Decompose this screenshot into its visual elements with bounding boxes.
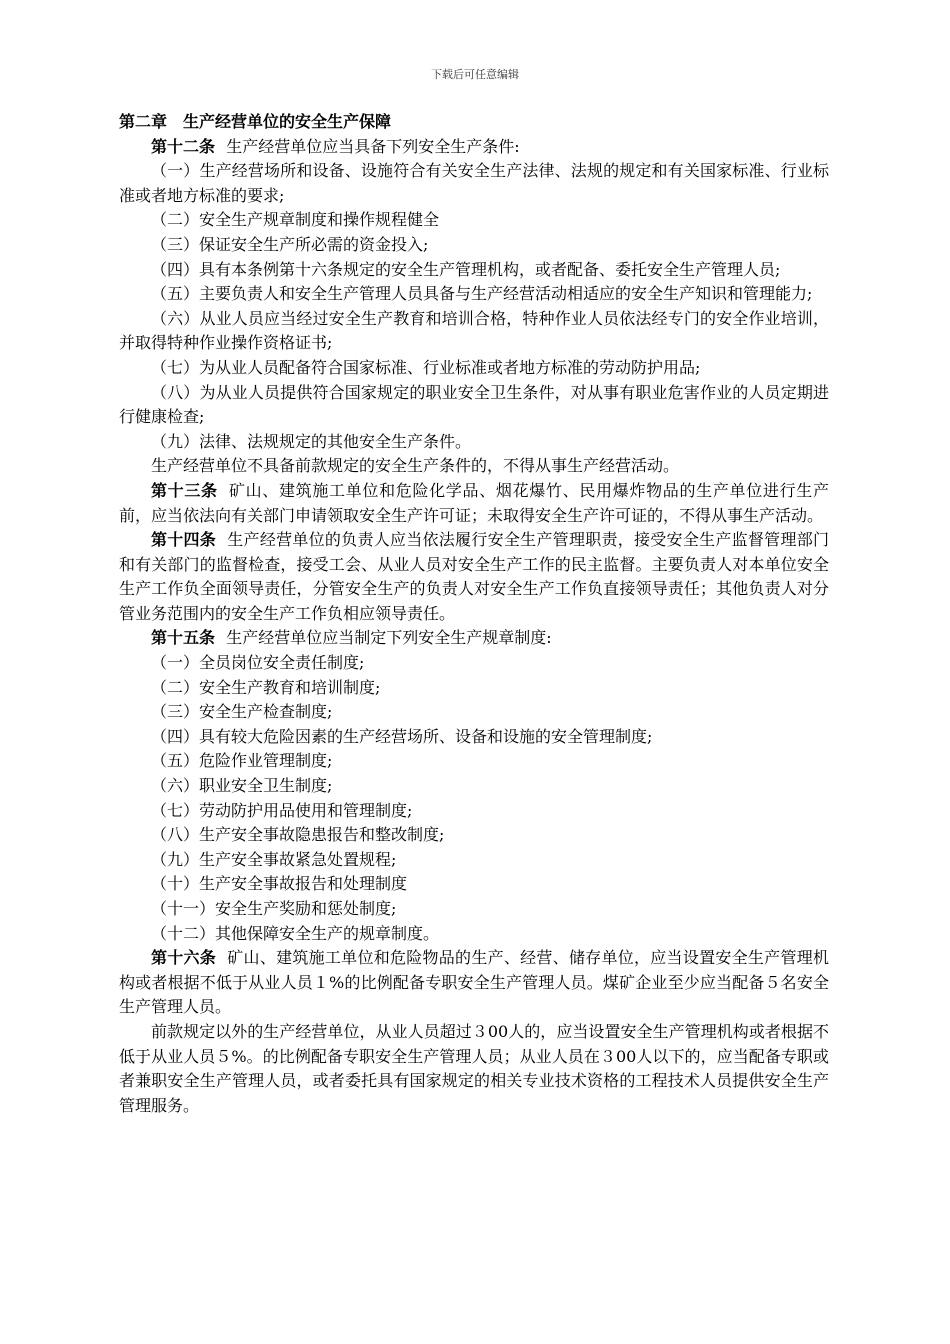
list-item: （五）危险作业管理制度; (151, 751, 333, 771)
chapter-title: 第二章 生产经营单位的安全生产保障 (119, 112, 392, 131)
article-14 (119, 528, 829, 626)
list-item: （三）保证安全生产所必需的资金投入; (151, 234, 429, 254)
article-15 (119, 626, 829, 651)
list-item: （六）从业人员应当经过安全生产教育和培训合格，特种作业人员依法经专门的安全作业培训，并取得特种作业操作资格证书; (119, 308, 829, 353)
article-text: 生产经营单位应当具备下列安全生产条件: (226, 136, 520, 156)
article-paragraph: 前款规定以外的生产经营单位，从业人员超过３00人的，应当设置安全生产管理机构或者根据不低于从业人员５%。的比例配备专职安全生产管理人员；从业人员在３00人以下的，应当配备专职或者兼职安全生产管理人员，或者委托具有国家规定的相关专业技术资格的工程技术人员提供安全生产管理服务。 (119, 1021, 829, 1115)
list-item: （九）生产安全事故紧急处置规程; (151, 849, 397, 869)
article-text: 矿山、建筑施工单位和危险化学品、烟花爆竹、民用爆炸物品的生产单位进行生产前，应当依法向有关部门申请领取安全生产许可证；未取得安全生产许可证的，不得从事生产活动。 (119, 480, 829, 525)
document-body (119, 110, 829, 1118)
list-item: （五）主要负责人和安全生产管理人员具备与生产经营活动相适应的安全生产知识和管理能力; (151, 284, 813, 304)
list-item: （一）生产经营场所和设备、设施符合有关安全生产法律、法规的规定和有关国家标准、行业标准或者地方标准的要求; (119, 161, 829, 205)
article-text: 生产经营单位应当制定下列安全生产规章制度: (226, 628, 552, 648)
list-item: （十一）安全生产奖励和惩处制度; (151, 899, 397, 918)
article-label: 第十三条 (151, 480, 218, 500)
article-label: 第十四条 (151, 530, 217, 550)
list-item: （九）法律、法规规定的其他安全生产条件。 (151, 431, 472, 451)
list-item: （七）劳动防护用品使用和管理制度; (151, 800, 413, 820)
list-item: （六）职业安全卫生制度; (151, 776, 333, 796)
article-text: 生产经营单位的负责人应当依法履行安全生产管理职责，接受安全生产监督管理部门和有关部门的监督检查，接受工会、从业人员对安全生产工作的民主监督。主要负责人对本单位安全生产工作负全面领导责任，分管安全生产的负责人对安全生产工作负直接领导责任；其他负责人对分管业务范围内的安全生产工作负相应领导责任。 (119, 530, 829, 623)
list-item: （八）为从业人员提供符合国家规定的职业安全卫生条件，对从事有职业危害作业的人员定期进行健康检查; (119, 382, 829, 427)
list-item: （四）具有较大危险因素的生产经营场所、设备和设施的安全管理制度; (151, 726, 653, 746)
list-item: （二）安全生产规章制度和操作规程健全 (151, 210, 440, 230)
list-item: （八）生产安全事故隐患报告和整改制度; (151, 825, 445, 845)
list-item: （二）安全生产教育和培训制度; (151, 677, 381, 697)
page-header: 下载后可任意编辑 (431, 68, 519, 81)
article-12 (119, 135, 829, 160)
list-item: （十）生产安全事故报告和处理制度 (151, 874, 408, 894)
article-16 (119, 946, 829, 1020)
list-item: （四）具有本条例第十六条规定的安全生产管理机构，或者配备、委托安全生产管理人员; (151, 259, 781, 279)
article-13 (119, 479, 829, 528)
article-label: 第十五条 (151, 628, 216, 648)
article-label: 第十二条 (151, 136, 216, 156)
article-label: 第十六条 (151, 948, 217, 968)
article-text: 矿山、建筑施工单位和危险物品的生产、经营、储存单位，应当设置安全生产管理机构或者根据不低于从业人员１%的比例配备专职安全生产管理人员。煤矿企业至少应当配备５名安全生产管理人员。 (119, 948, 829, 1017)
article-closing: 生产经营单位不具备前款规定的安全生产条件的，不得从事生产经营活动。 (151, 456, 680, 476)
list-item: （一）全员岗位安全责任制度; (151, 653, 365, 673)
list-item: （七）为从业人员配备符合国家标准、行业标准或者地方标准的劳动防护用品; (151, 357, 701, 377)
list-item: （十二）其他保障安全生产的规章制度。 (151, 923, 440, 943)
list-item: （三）安全生产检查制度; (151, 702, 333, 722)
